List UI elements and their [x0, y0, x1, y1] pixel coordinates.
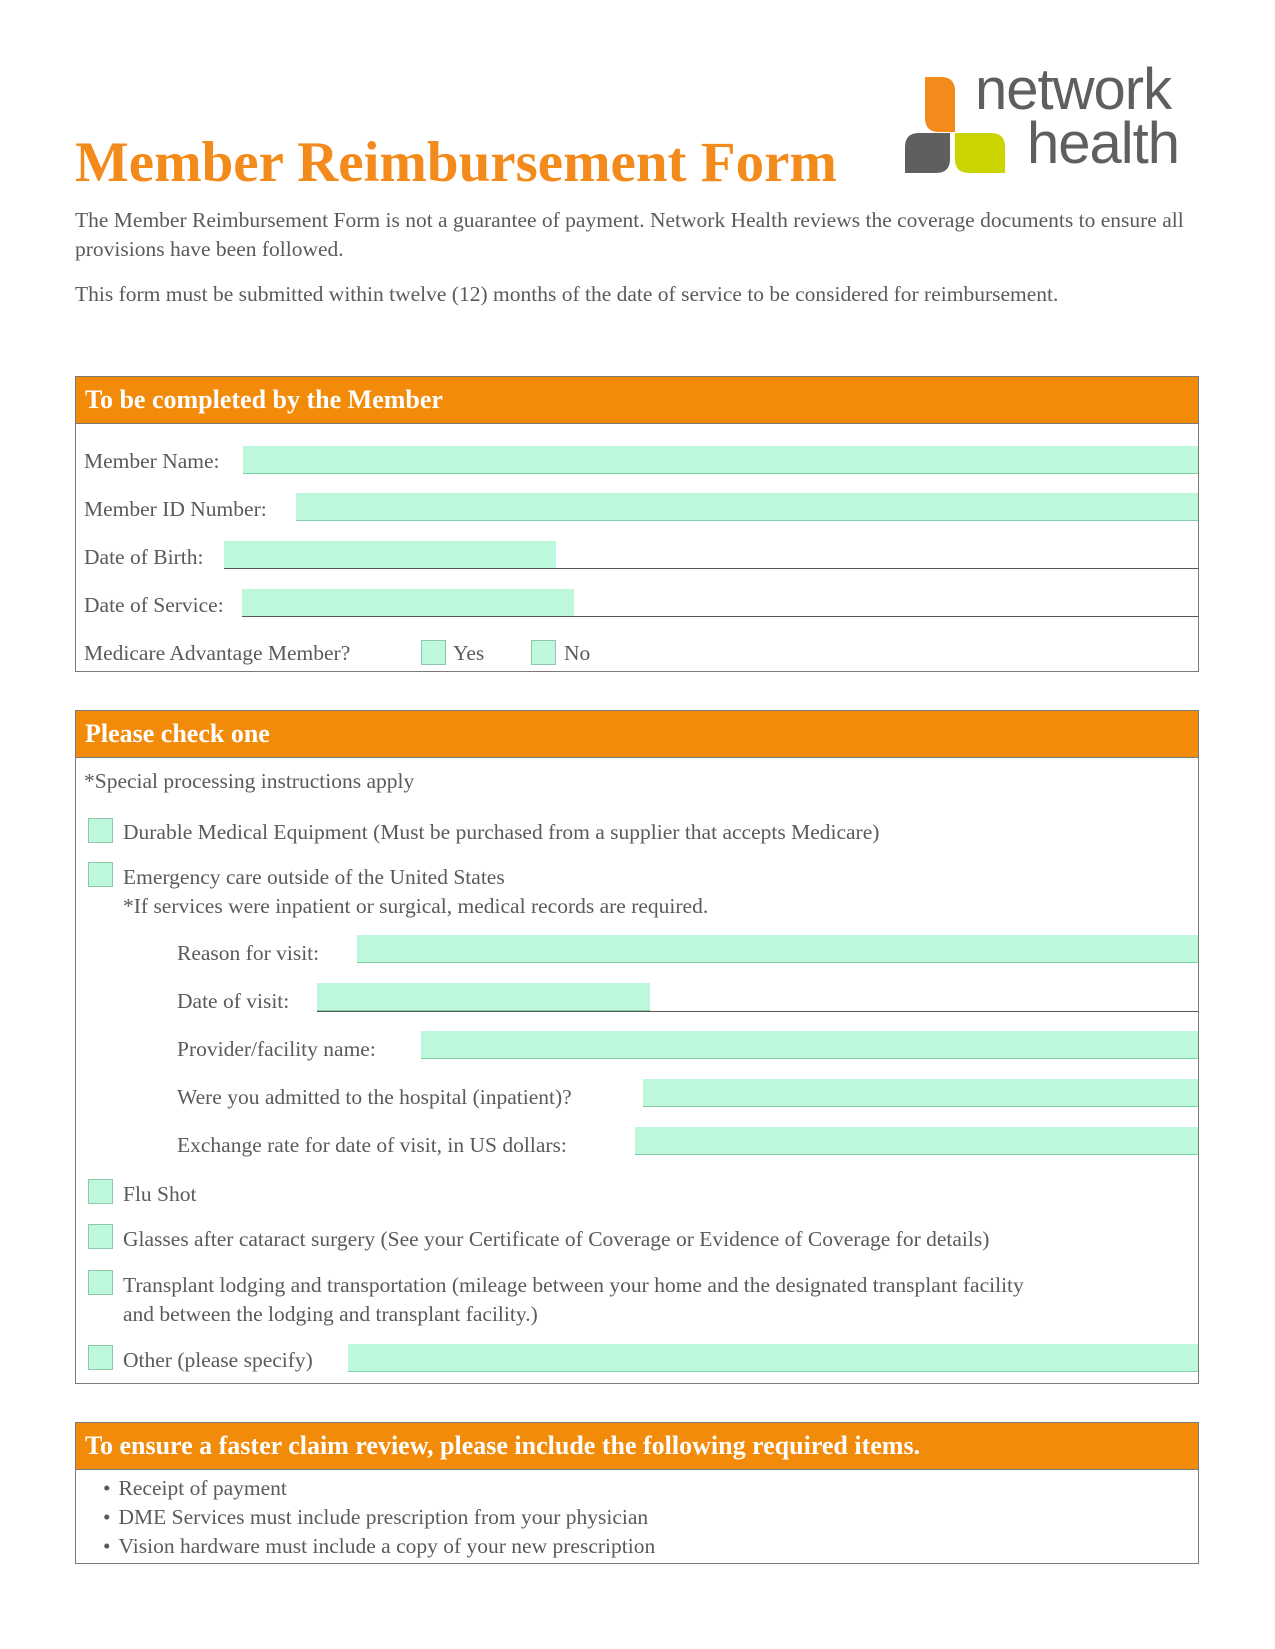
- required-item: • Receipt of payment: [103, 1476, 287, 1500]
- dos-underline: [242, 616, 1198, 617]
- emergency-checkbox[interactable]: [88, 862, 113, 887]
- medicare-yes-checkbox[interactable]: [421, 640, 446, 665]
- exchange-rate-label: Exchange rate for date of visit, in US dollars:: [177, 1133, 567, 1157]
- provider-name-label: Provider/facility name:: [177, 1037, 376, 1061]
- other-specify-field[interactable]: [348, 1344, 1198, 1372]
- medicare-yes-label: Yes: [453, 641, 485, 665]
- required-items-header: To ensure a faster claim review, please include the following required items.: [76, 1423, 1198, 1470]
- reason-for-visit-label: Reason for visit:: [177, 941, 320, 965]
- member-id-field[interactable]: [296, 493, 1198, 521]
- transplant-label-line2: and between the lodging and transplant facility.): [123, 1302, 538, 1326]
- intro-paragraph-2: This form must be submitted within twelve (12) months of the date of service to be considered for reimbursement.: [75, 282, 1059, 306]
- provider-name-field[interactable]: [421, 1031, 1198, 1059]
- reason-for-visit-field[interactable]: [357, 935, 1198, 963]
- glasses-label: Glasses after cataract surgery (See your Certificate of Coverage or Evidence of Coverage for details): [123, 1227, 990, 1251]
- emergency-label: Emergency care outside of the United States: [123, 865, 505, 889]
- required-items-section: [75, 1422, 1199, 1564]
- page-title: Member Reimbursement Form: [75, 131, 837, 194]
- intro-paragraph-1: The Member Reimbursement Form is not a guarantee of payment. Network Health reviews the coverage documents to ensure all provisions have been followed.: [75, 208, 1184, 261]
- logo-wordmark: [975, 57, 1180, 176]
- required-item: • DME Services must include prescription from your physician: [103, 1505, 649, 1529]
- dos-label: Date of Service:: [84, 593, 224, 617]
- other-checkbox[interactable]: [88, 1345, 113, 1370]
- member-section-header: To be completed by the Member: [76, 377, 1198, 424]
- exchange-rate-field[interactable]: [635, 1127, 1198, 1155]
- member-section: [75, 376, 1199, 672]
- special-processing-note: *Special processing instructions apply: [84, 769, 415, 793]
- medicare-label: Medicare Advantage Member?: [84, 641, 351, 665]
- dos-field[interactable]: [242, 589, 574, 617]
- dob-field[interactable]: [224, 541, 556, 569]
- network-health-logo: [905, 57, 1205, 190]
- check-one-header: Please check one: [76, 711, 1198, 758]
- logo-orange-leaf-icon: [925, 77, 955, 132]
- transplant-label-line1: Transplant lodging and transportation (mileage between your home and the designated transplant facility: [123, 1273, 1024, 1297]
- dme-checkbox[interactable]: [88, 818, 113, 843]
- admitted-label: Were you admitted to the hospital (inpatient)?: [177, 1085, 572, 1109]
- date-of-visit-field[interactable]: [317, 983, 650, 1011]
- dob-label: Date of Birth:: [84, 545, 204, 569]
- date-of-visit-underline: [317, 1011, 1198, 1012]
- logo-word-health: health: [1027, 111, 1180, 176]
- dme-label: Durable Medical Equipment (Must be purchased from a supplier that accepts Medicare): [123, 820, 880, 844]
- member-id-label: Member ID Number:: [84, 497, 267, 521]
- dob-underline: [224, 568, 1198, 569]
- member-name-label: Member Name:: [84, 449, 220, 473]
- required-item: • Vision hardware must include a copy of your new prescription: [103, 1534, 656, 1558]
- required-items-list: [103, 1474, 655, 1561]
- medicare-no-checkbox[interactable]: [531, 640, 556, 665]
- flu-shot-checkbox[interactable]: [88, 1179, 113, 1204]
- glasses-checkbox[interactable]: [88, 1224, 113, 1249]
- admitted-field[interactable]: [643, 1079, 1198, 1107]
- check-one-section: [75, 710, 1199, 1384]
- other-label: Other (please specify): [123, 1348, 313, 1372]
- logo-gray-leaf-icon: [905, 133, 950, 173]
- medicare-no-label: No: [564, 641, 591, 665]
- emergency-note: *If services were inpatient or surgical, medical records are required.: [123, 894, 709, 918]
- logo-word-network: network: [975, 57, 1172, 122]
- flu-shot-label: Flu Shot: [123, 1182, 197, 1206]
- transplant-checkbox[interactable]: [88, 1270, 113, 1295]
- member-name-field[interactable]: [243, 446, 1198, 474]
- date-of-visit-label: Date of visit:: [177, 989, 290, 1013]
